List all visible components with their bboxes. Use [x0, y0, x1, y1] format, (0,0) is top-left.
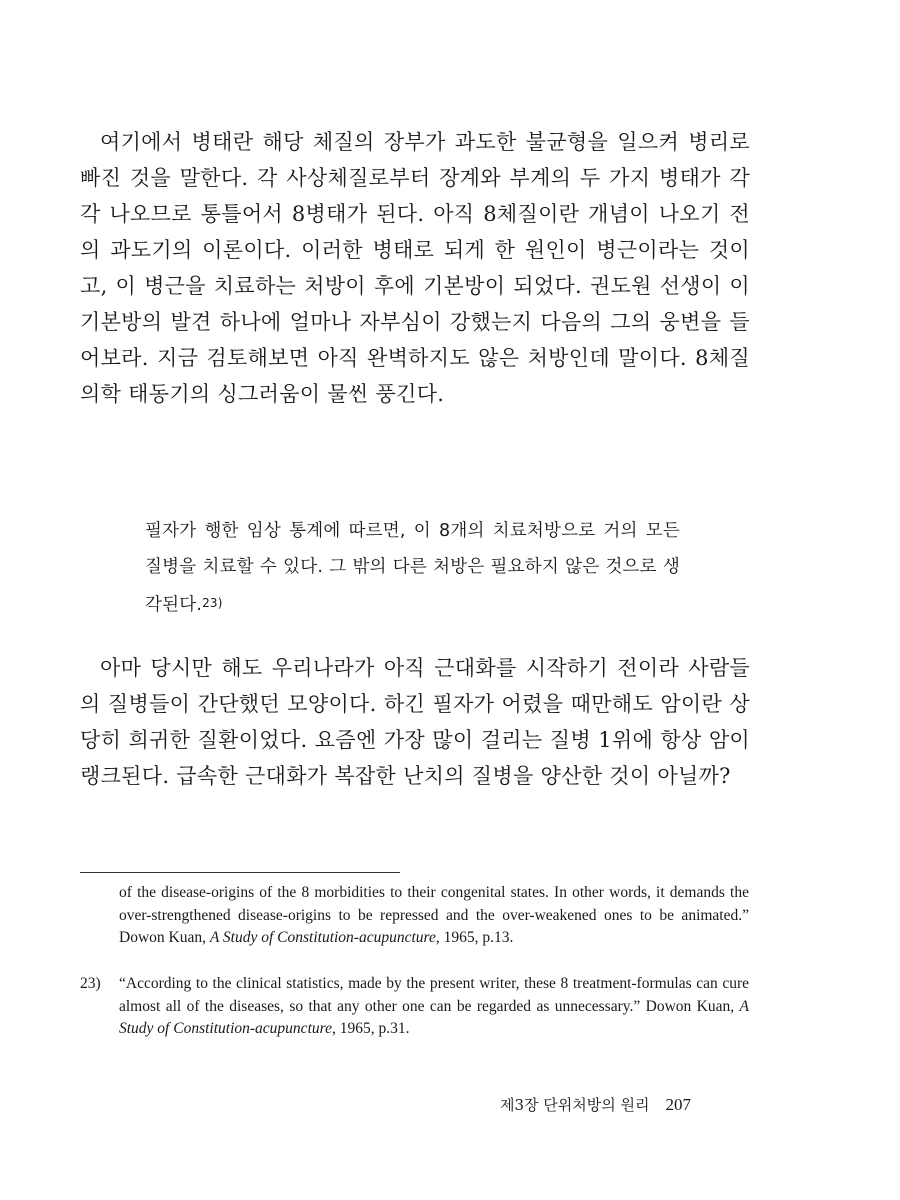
- block-quote: [145, 513, 680, 623]
- footnote-23-title: A Study of Constitution-acupuncture: [119, 997, 750, 1037]
- footnote-23-tail: , 1965, p.31.: [331, 1020, 410, 1037]
- footnote-continuation-text: of the disease-origins of the 8 morbidities to their congenital states. In other words, it demands the over-strengthened disease-origins to be repressed and the over-weakened ones to be animated.” Dowon Kuan,: [119, 884, 749, 946]
- page-footer: [500, 1094, 691, 1115]
- footnote-continuation: [119, 882, 749, 950]
- footnote-continuation-title: A Study of Constitution-acupuncture: [209, 929, 436, 946]
- body-paragraph-2: 아마 당시만 해도 우리나라가 아직 근대화를 시작하기 전이라 사람들의 질병들이 간단했던 모양이다. 하긴 필자가 어렸을 때만해도 암이란 상당히 희귀한 질환이었다. 요즘엔 가장 많이 걸리는 질병 1위에 항상 암이 랭크된다. 급속한 근대화가 복잡한 난치의 질병을 양산한 것이 아닐까?: [80, 656, 750, 788]
- footnote-ref-23[interactable]: 23): [202, 596, 223, 610]
- chapter-title: 제3장 단위처방의 원리: [500, 1096, 650, 1114]
- footnote-23-number: 23): [80, 975, 101, 992]
- body-paragraph-1: 여기에서 병태란 해당 체질의 장부가 과도한 불균형을 일으켜 병리로 빠진 것을 말한다. 각 사상체질로부터 장계와 부계의 두 가지 병태가 각각 나오므로 통틀어서 8병태가 된다. 아직 8체질이란 개념이 나오기 전의 과도기의 이론이다. 이러한 병태로 되게 한 원인이 병근이라는 것이고, 이 병근을 치료하는 처방이 후에 기본방이 되었다. 권도원 선생이 이 기본방의 발견 하나에 얼마나 자부심이 강했는지 다음의 그의 웅변을 들어보라. 지금 검토해보면 아직 완벽하지도 않은 처방인데 말이다. 8체질의학 태동기의 싱그러움이 물씬 풍긴다.: [80, 130, 750, 406]
- page-number: 207: [665, 1095, 691, 1114]
- footnote-continuation-tail: , 1965, p.13.: [435, 929, 514, 946]
- footnote-23-text: “According to the clinical statistics, made by the present writer, these 8 treatment-formulas can cure almost all of the diseases, so that any other one can be regarded as unnecessary.” Dowon Kuan,: [119, 975, 749, 1015]
- footnote-23: [119, 973, 749, 1041]
- footnote-divider: [80, 872, 400, 873]
- block-quote-text: 필자가 행한 임상 통계에 따르면, 이 8개의 치료처방으로 거의 모든 질병을 치료할 수 있다. 그 밖의 다른 처방은 필요하지 않은 것으로 생각된다.: [145, 521, 680, 615]
